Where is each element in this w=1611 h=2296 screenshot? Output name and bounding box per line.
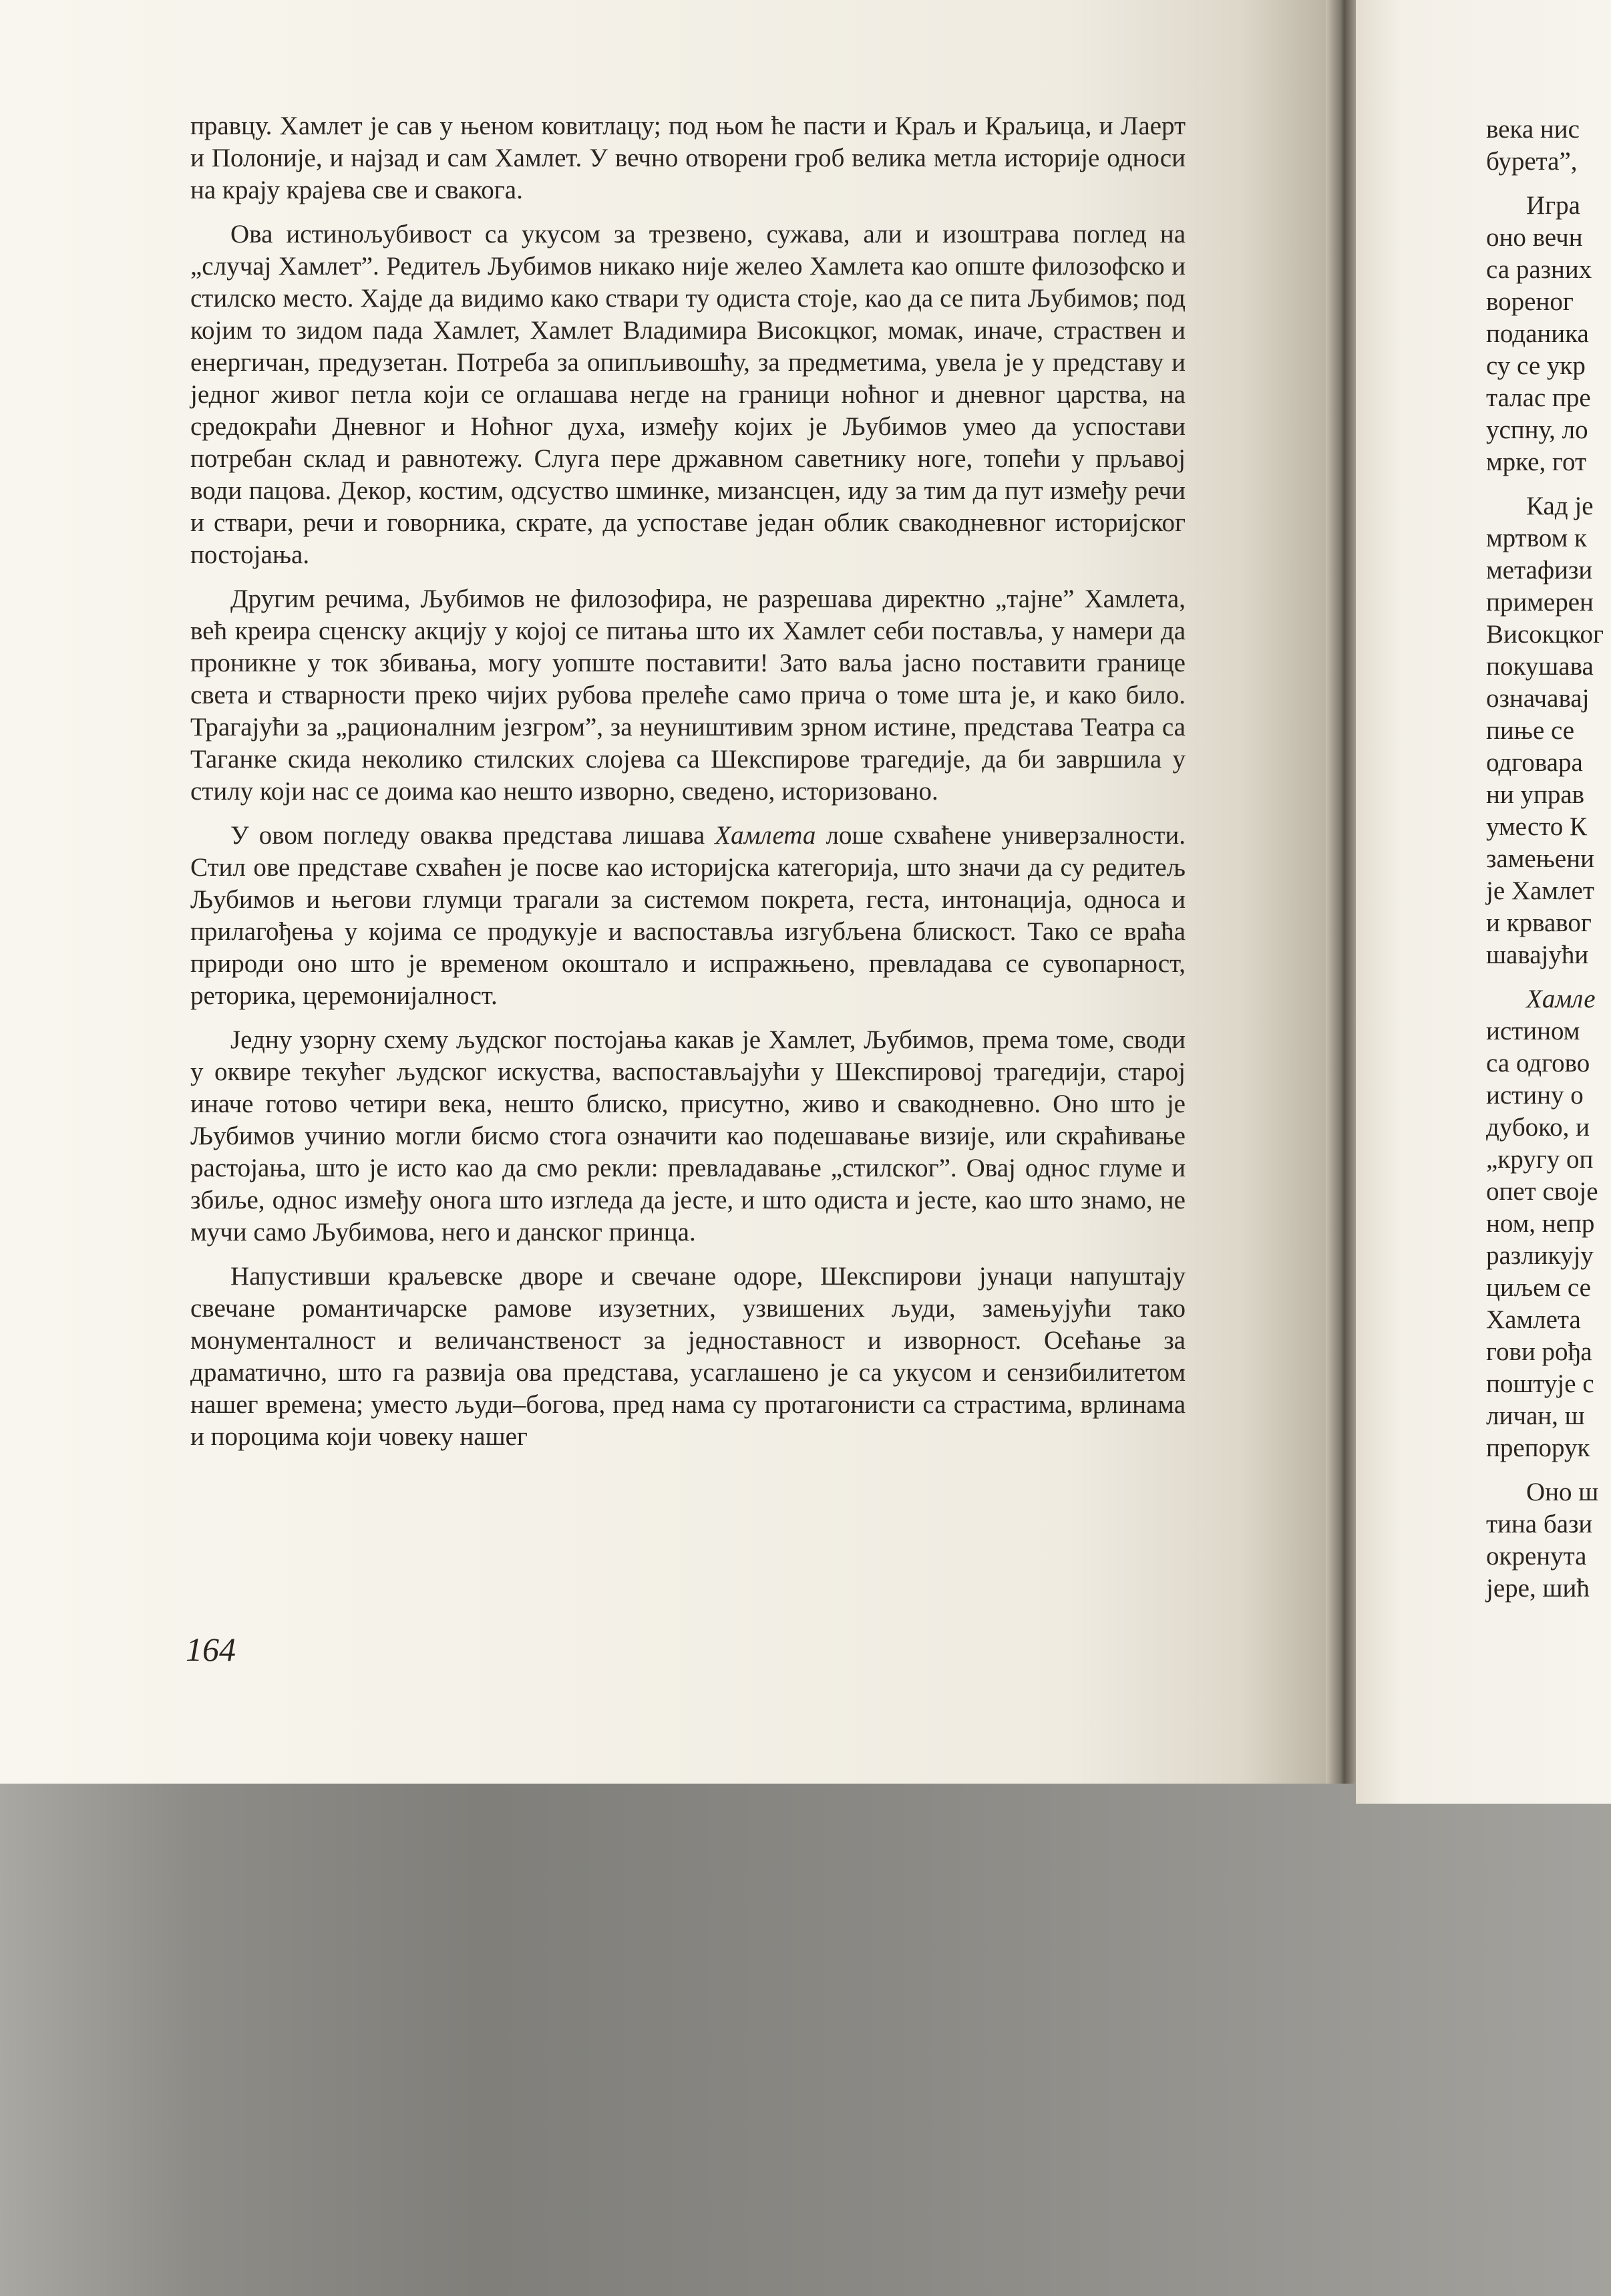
italic-title: Хамлета — [715, 821, 816, 850]
text-line: циљем се — [1486, 1273, 1591, 1302]
paragraph-gap — [1486, 478, 1611, 490]
paragraph-gap — [1486, 178, 1611, 190]
text-line: Кад је — [1526, 492, 1594, 520]
text-line: мрке, гот — [1486, 448, 1587, 476]
page-number: 164 — [186, 1631, 236, 1668]
text-line: Хамле — [1526, 985, 1596, 1013]
text-line: мртвом к — [1486, 524, 1587, 552]
right-page-text — [1486, 114, 1611, 1605]
text-line: окренута — [1486, 1542, 1587, 1571]
paragraph: Једну узорну схему људског постојања какав је Хамлет, Љубимов, према томе, своди у оквире текућег људског искуства, васпостављајући у Шекспировој трагедији, старој иначе готово четири века, нешто блиско, присутно, живо и свакодневно. Оно што је Љубимов учинио могли бисмо стога означити као подешавање визије, или скраћивање растојања, што је исто као да смо рекли: превладавање „стилског”. Овај однос глуме и збиље, однос између онога што изгледа да јесте, и што одиста и јесте, као што знамо, не мучи само Љубимова, него и данског принца. — [190, 1025, 1186, 1247]
text-line: талас пре — [1486, 383, 1591, 412]
paragraph: Ова истинољубивост са укусом за трезвено, сужава, али и изоштрава поглед на „случај Хамлет”. Редитељ Љубимов никако није желео Хамлета као опште филозофско и стилско место. Хајде да видимо како ствари ту одиста стоје, као да се пита Љубимов; под којим то зидом пада Хамлет, Хамлет Владимира Високцког, момак, иначе, страствен и енергичан, предузетан. Потреба за опипљивошћу, за предметима, увела је у представу и једног живог петла који се оглашава негде на граници ноћног и дневног царства, на средокраћи Дневног и Ноћног духа, између којих је Љубимов умео да успостави потребан склад и равнотежу. Слуга пере државном саветнику ноге, топећи у прљавој води пацова. Декор, костим, одсуство шминке, мизансцен, иду за тим да пут између речи и ствари, речи и говорника, скрате, да успоставе један облик свакодневног историјског постојања. — [190, 220, 1186, 569]
text-line: метафизи — [1486, 556, 1593, 585]
text-line: препорук — [1486, 1434, 1590, 1462]
text-line: разликују — [1486, 1241, 1594, 1270]
text-line: оно вечн — [1486, 223, 1583, 252]
text-line: примерен — [1486, 588, 1594, 617]
text-line: са одгово — [1486, 1049, 1590, 1078]
text-line: ном, непр — [1486, 1209, 1595, 1238]
paragraph-gap — [1486, 1464, 1611, 1476]
book-gutter — [1326, 0, 1359, 1784]
paragraph: Напустивши краљевске дворе и свечане одоре, Шекспирови јунаци напуштају свечане романтичарске рамове изузетних, узвишених људи, замењујући тако монументалност и величанственост за једноставност и изворност. Осећање за драматично, што га развија ова представа, усаглашено је са укусом и сензибилитетом нашег времена; уместо људи–богова, пред нама су протагонисти са страстима, врлинама и пороцима који човеку нашег — [190, 1262, 1186, 1451]
text-line: Игра — [1526, 191, 1580, 220]
paragraph-gap — [1486, 971, 1611, 983]
text-line: шавајући — [1486, 941, 1589, 969]
text-line: вореног — [1486, 287, 1574, 316]
text-line: истину о — [1486, 1081, 1584, 1110]
text-line: пиње се — [1486, 716, 1575, 745]
text-line: опет своје — [1486, 1177, 1598, 1206]
text-line: „кругу оп — [1486, 1145, 1594, 1174]
text-line: века нис — [1486, 115, 1580, 144]
left-page-text — [190, 110, 1186, 1465]
text-line: означавај — [1486, 684, 1590, 713]
text-line: и крвавог — [1486, 909, 1592, 937]
text-line: са разних — [1486, 255, 1592, 284]
text-line: Високцког — [1486, 620, 1604, 649]
text-line: ни управ — [1486, 780, 1585, 809]
scanner-background — [0, 1784, 1611, 2296]
paragraph: Другим речима, Љубимов не филозофира, не разрешава директно „тајне” Хамлета, већ креира сценску акцију у којој се питања што их Хамлет себи поставља, у намери да проникне у ток збивања, могу уопште поставити! Зато ваља јасно поставити границе света и стварности преко чијих рубова прелеће само прича о томе шта је, и како било. Трагајући за „рационалним језгром”, за неуништивим зрном истине, представа Театра са Таганке скида неколико стилских слојева са Шекспирове трагедије, да би завршила у стилу који нас се доима као нешто изворно, сведено, историзовано. — [190, 585, 1186, 806]
text-line: Хамлета — [1486, 1305, 1581, 1334]
text-line: личан, ш — [1486, 1402, 1585, 1430]
paragraph: правцу. Хамлет је сав у њеном ковитлацу; под њом ће пасти и Краљ и Краљица, и Лаерт и Полоније, и најзад и сам Хамлет. У вечно отворени гроб велика метла историје односи на крају крајева све и свакога. — [190, 112, 1186, 204]
text-line: поданика — [1486, 319, 1589, 348]
paragraph: У овом погледу оваква представа лишава Хамлета лоше схваћене универзалности. Стил ове представе схваћен је посве као историјска категорија, што значи да су редитељ Љубимов и његови глумци трагали за системом покрета, геста, интонација, односа и прилагођења у којима се продукује и васпоставља изгубљена блискост. Тако се враћа природи оно што је временом окоштало и испражњено, превладава се сувопарност, реторика, церемонијалност. — [190, 821, 1186, 1010]
text-line: бурета”, — [1486, 147, 1578, 176]
text-line: поштује с — [1486, 1369, 1594, 1398]
text-line: гови рођа — [1486, 1337, 1592, 1366]
text-line: Оно ш — [1526, 1478, 1599, 1506]
text-line: дубоко, и — [1486, 1113, 1590, 1142]
text-line: одговара — [1486, 748, 1583, 777]
text-line: тина бази — [1486, 1510, 1593, 1538]
text-line: покушава — [1486, 652, 1594, 681]
right-page — [1356, 0, 1611, 1804]
text-line: замењени — [1486, 844, 1594, 873]
text-line: уместо К — [1486, 812, 1588, 841]
text-line: јере, шић — [1486, 1574, 1590, 1603]
text-line: је Хамлет — [1486, 876, 1594, 905]
text-line: истином — [1486, 1017, 1580, 1045]
text-line: успну, ло — [1486, 416, 1588, 444]
text-line: су се укр — [1486, 351, 1586, 380]
